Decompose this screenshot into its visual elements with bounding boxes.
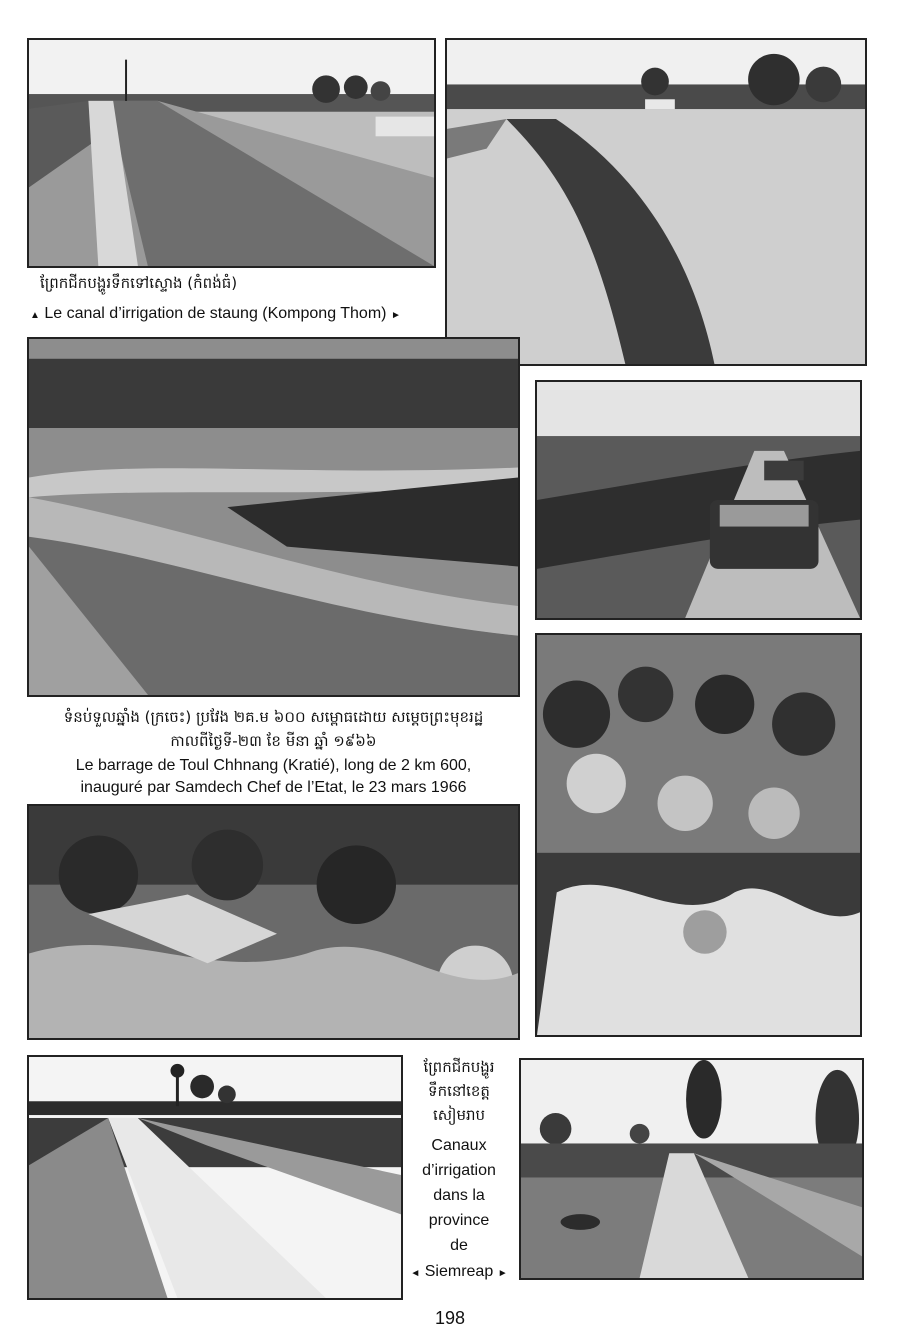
caption-staung-french [30, 304, 440, 324]
caption-barrage-french-2: inauguré par Samdech Chef de l’Etat, le 23 mars 1966 [80, 779, 467, 796]
caption-siemreap-french-5: de [450, 1237, 468, 1254]
caption-siemreap-french-6-text: Siemreap [424, 1263, 494, 1280]
photo-barrage-aerial [27, 337, 520, 697]
caption-barrage-khmer-1: ទំនប់ទួលឆ្នាំង (ក្រចេះ) ប្រវែង ២គ.ម ៦០០ សម្ពោធដោយ សម្តេចព្រះមុខរដ្ឋ [63, 708, 484, 726]
caption-marker-right-2: ► [497, 1268, 508, 1279]
caption-marker-up: ▲ [30, 310, 40, 321]
caption-siemreap-french-3: dans la [433, 1187, 485, 1204]
caption-staung-khmer: ព្រែកជីកបង្ហូរទឹកទៅស្ទោង (កំពង់ធំ) [40, 274, 238, 292]
caption-siemreap-french-1: Canaux [431, 1137, 487, 1154]
photo-staung-canal-road [27, 38, 436, 268]
caption-siemreap-french-6 [404, 1262, 514, 1282]
photo-staung-canal-curve [445, 38, 867, 366]
caption-siemreap-french-4: province [428, 1212, 490, 1229]
photo-crowd-left [27, 804, 520, 1040]
caption-siemreap-french-2: d’irrigation [422, 1162, 496, 1179]
page-number: 198 [434, 1308, 466, 1328]
photo-siemreap-road [27, 1055, 403, 1300]
photo-barrage-cars [535, 380, 862, 620]
caption-siemreap-khmer-3: សៀមរាប [432, 1106, 486, 1124]
caption-marker-left: ◄ [410, 1268, 421, 1279]
photo-siemreap-canal [519, 1058, 864, 1280]
caption-barrage-khmer-2: កាលពីថ្ងៃទី-២៣ ខែ មីនា ឆ្នាំ ១៩៦៦ [170, 732, 377, 750]
caption-siemreap-khmer-1: ព្រែកជីកបង្ហូរ [423, 1058, 495, 1076]
caption-staung-french-text: Le canal d’irrigation de staung (Kompong Thom) [44, 305, 387, 322]
caption-siemreap-khmer-2: ទឹកនៅខេត្ត [428, 1082, 490, 1100]
caption-marker-right: ► [390, 310, 401, 321]
photo-crowd-right [535, 633, 862, 1037]
caption-barrage-french-1: Le barrage de Toul Chhnang (Kratié), long de 2 km 600, [75, 757, 472, 774]
